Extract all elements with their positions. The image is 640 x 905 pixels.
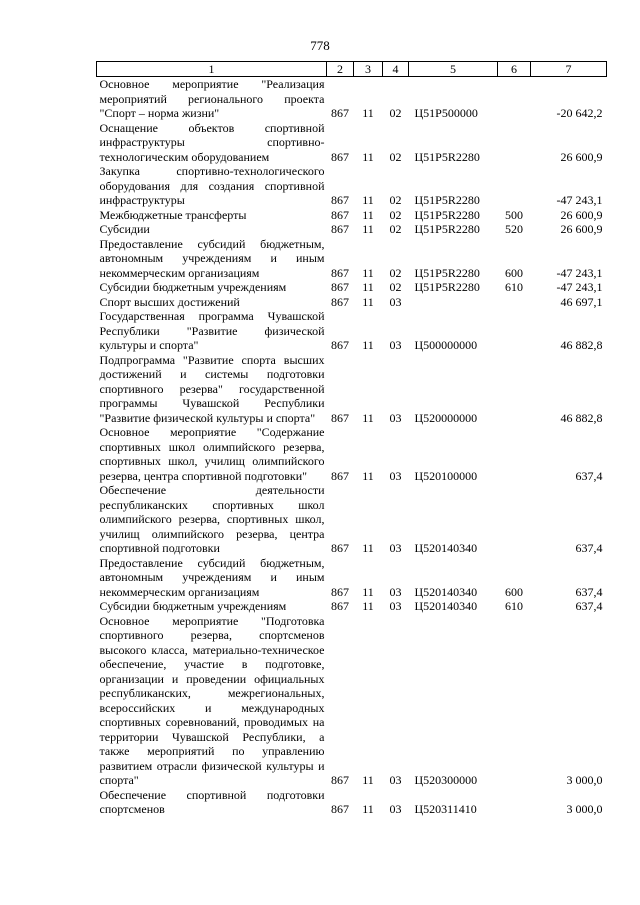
amount-value: 46 882,8: [560, 338, 603, 352]
table-row: [97, 295, 607, 310]
expense-type-code: [498, 309, 531, 353]
target-article-code: Ц51Р5R2280: [414, 280, 480, 294]
subsection-code: 03: [389, 294, 402, 309]
target-article-code: Ц51Р5R2280: [414, 207, 480, 222]
item-name: Оснащение объектов спортивной инфраструктуры спортивно-технологическим оборудованием: [99, 120, 325, 164]
item-name: Субсидии: [99, 222, 150, 236]
expense-type-code: 500: [505, 207, 523, 222]
item-name: Спорт высших достижений: [99, 294, 240, 309]
table-row: [97, 425, 607, 483]
subsection-code: 03: [389, 468, 402, 483]
item-name: Основное мероприятие "Подготовка спортивного резерва, спортсменов высокого класса, материально-техническое обеспечение, участие в подготовке, организации и проведении официальных республиканских, межрегиональных, всероссийских и международных спортивных соревнований, проводимых на территории Чувашской Республики, а также мероприятий по управлению развитием отрасли физической культуры и спорта": [99, 613, 325, 787]
target-article-code: Ц51Р500000: [414, 106, 478, 120]
expense-type-code: 520: [505, 222, 523, 236]
target-article-code: Ц500000000: [414, 338, 478, 352]
table-header: [97, 62, 607, 77]
subsection-code: 02: [389, 222, 402, 236]
amount-value: -20 642,2: [556, 106, 603, 120]
page-number: 778: [310, 38, 330, 53]
target-article-code: Ц51Р5R2280: [414, 265, 480, 280]
amount-value: 3 000,0: [566, 773, 603, 787]
section-code: 11: [362, 802, 374, 816]
subsection-code: 02: [389, 193, 402, 207]
amount-value: 46 697,1: [560, 294, 603, 309]
subsection-code: 03: [389, 410, 402, 425]
grbs-code: 867: [331, 294, 349, 309]
table-row: [97, 237, 607, 281]
grbs-code: 867: [331, 207, 349, 222]
subsection-code: 02: [389, 207, 402, 222]
grbs-code: 867: [331, 773, 349, 787]
expense-type-code: [498, 425, 531, 483]
section-code: 11: [362, 468, 374, 483]
target-article-code: Ц520311410: [414, 802, 477, 816]
column-header: 2: [327, 62, 354, 77]
column-header: 1: [97, 62, 327, 77]
expense-type-code: [498, 614, 531, 788]
item-name: Государственная программа Чувашской Республики "Развитие физической культуры и спорта": [99, 309, 325, 352]
table-row: [97, 77, 607, 121]
section-code: 11: [362, 149, 374, 164]
amount-value: 26 600,9: [560, 222, 603, 236]
amount-value: 637,4: [575, 599, 603, 613]
item-name: Обеспечение деятельности республиканских спортивных школ олимпийского резерва, спортивных школ, училищ олимпийского резерва, центра спортивной подготовки: [99, 483, 325, 555]
grbs-code: 867: [331, 280, 349, 294]
table-row: [97, 309, 607, 353]
subsection-code: 03: [389, 599, 402, 613]
section-code: 11: [362, 222, 374, 236]
section-code: 11: [362, 599, 374, 613]
target-article-code: Ц520140340: [414, 599, 478, 613]
grbs-code: 867: [331, 599, 349, 613]
item-name: Закупка спортивно-технологического оборудования для создания спортивной инфраструктуры: [99, 164, 325, 207]
section-code: 11: [362, 193, 374, 207]
expense-type-code: [498, 788, 531, 817]
section-code: 11: [362, 410, 374, 425]
grbs-code: 867: [331, 338, 349, 352]
expense-type-code: [498, 121, 531, 165]
amount-value: 637,4: [575, 541, 603, 555]
subsection-code: 03: [389, 773, 402, 787]
column-header: 6: [498, 62, 531, 77]
table-row: [97, 353, 607, 426]
amount-value: -47 243,1: [556, 280, 603, 294]
target-article-code: Ц520140340: [414, 541, 478, 555]
grbs-code: 867: [331, 149, 349, 164]
table-row: [97, 599, 607, 614]
target-article-code: Ц520100000: [414, 468, 478, 483]
subsection-code: 02: [389, 265, 402, 280]
expense-type-code: 600: [505, 265, 523, 280]
item-name: Субсидии бюджетным учреждениям: [99, 599, 287, 613]
item-name: Предоставление субсидий бюджетным, автономным учреждениям и иным некоммерческим организациям: [99, 236, 325, 280]
budget-table: [96, 61, 607, 817]
expense-type-code: [498, 483, 531, 556]
expense-type-code: 610: [505, 599, 523, 613]
amount-value: 637,4: [575, 468, 603, 483]
target-article-code: Ц520140340: [414, 584, 478, 599]
grbs-code: 867: [331, 265, 349, 280]
expense-type-code: [498, 164, 531, 208]
item-name: Субсидии бюджетным учреждениям: [99, 280, 287, 294]
amount-value: -47 243,1: [556, 193, 603, 207]
subsection-code: 03: [389, 802, 402, 816]
item-name: Основное мероприятие "Содержание спортивных школ олимпийского резерва, спортивных школ, училищ олимпийского резерва, центра спортивной подготовки": [99, 425, 325, 483]
column-header: 5: [409, 62, 498, 77]
grbs-code: 867: [331, 193, 349, 207]
item-name: Основное мероприятие "Реализация мероприятий регионального проекта "Спорт – норма жизни": [99, 77, 325, 120]
subsection-code: 03: [389, 541, 402, 555]
item-name: Обеспечение спортивной подготовки спортсменов: [99, 787, 325, 816]
grbs-code: 867: [331, 541, 349, 555]
section-code: 11: [362, 773, 374, 787]
amount-value: 3 000,0: [566, 802, 603, 816]
target-article-code: [409, 295, 498, 310]
amount-value: 26 600,9: [560, 149, 603, 164]
header-row: [97, 62, 607, 77]
subsection-code: 02: [389, 106, 402, 120]
section-code: 11: [362, 207, 374, 222]
table-row: [97, 222, 607, 237]
item-name: Межбюджетные трансферты: [99, 207, 247, 222]
expense-type-code: 610: [505, 280, 523, 294]
target-article-code: Ц51Р5R2280: [414, 222, 480, 236]
table-row: [97, 556, 607, 600]
item-name: Предоставление субсидий бюджетным, автономным учреждениям и иным некоммерческим организациям: [99, 555, 325, 599]
table-row: [97, 280, 607, 295]
grbs-code: 867: [331, 802, 349, 816]
section-code: 11: [362, 338, 374, 352]
table-row: [97, 208, 607, 223]
section-code: 11: [362, 584, 374, 599]
grbs-code: 867: [331, 222, 349, 236]
table-row: [97, 483, 607, 556]
target-article-code: Ц51Р5R2280: [414, 149, 480, 164]
table-body: [97, 77, 607, 817]
table-row: [97, 121, 607, 165]
subsection-code: 03: [389, 338, 402, 352]
table-row: [97, 614, 607, 788]
grbs-code: 867: [331, 106, 349, 120]
expense-type-code: 600: [505, 584, 523, 599]
section-code: 11: [362, 294, 374, 309]
subsection-code: 03: [389, 584, 402, 599]
amount-value: -47 243,1: [556, 265, 603, 280]
subsection-code: 02: [389, 149, 402, 164]
grbs-code: 867: [331, 468, 349, 483]
column-header: 4: [383, 62, 409, 77]
target-article-code: Ц520300000: [414, 773, 478, 787]
section-code: 11: [362, 280, 374, 294]
amount-value: 26 600,9: [560, 207, 603, 222]
section-code: 11: [362, 265, 374, 280]
item-name: Подпрограмма "Развитие спорта высших достижений и системы подготовки спортивного резерва" государственной программы Чувашской Республики "Развитие физической культуры и спорта": [99, 352, 325, 425]
amount-value: 46 882,8: [560, 410, 603, 425]
section-code: 11: [362, 106, 374, 120]
column-header: 7: [531, 62, 607, 77]
expense-type-code: [498, 77, 531, 121]
column-header: 3: [354, 62, 383, 77]
table-row: [97, 788, 607, 817]
section-code: 11: [362, 541, 374, 555]
grbs-code: 867: [331, 410, 349, 425]
grbs-code: 867: [331, 584, 349, 599]
table-row: [97, 164, 607, 208]
target-article-code: Ц51Р5R2280: [414, 193, 480, 207]
expense-type-code: [498, 295, 531, 310]
amount-value: 637,4: [575, 584, 603, 599]
expense-type-code: [498, 353, 531, 426]
subsection-code: 02: [389, 280, 402, 294]
target-article-code: Ц520000000: [414, 410, 478, 425]
